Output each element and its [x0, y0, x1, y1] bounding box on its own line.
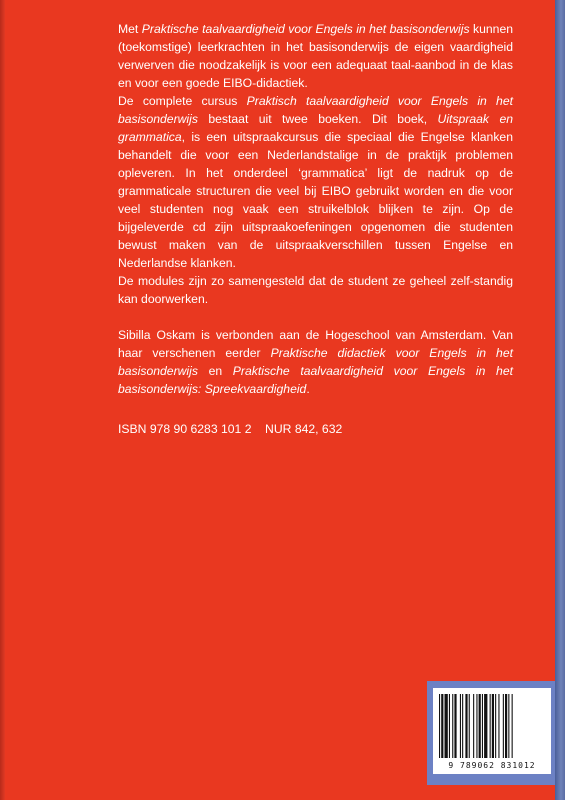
text-run: De modules zijn zo samengesteld dat de student ze geheel zelf-standig kan doorwerken.: [118, 274, 513, 306]
isbn-line: ISBN 978 90 6283 101 2 NUR 842, 632: [118, 422, 343, 436]
italic-title: Praktische didactiek voor Engels in het basisonderwijs: [118, 346, 513, 378]
italic-title: Praktische taalvaardigheid voor Engels in het basisonderwijs: Spreekvaardigheid: [118, 364, 513, 396]
barcode-digits: 9 789062 831012: [448, 761, 536, 770]
barcode-bars-icon: [439, 694, 545, 758]
text-run: De complete cursus: [118, 94, 247, 108]
blurb-text: [118, 20, 513, 438]
text-run: , is een uitspraakcursus die speciaal die Engelse klanken behandelt die voor een Nederlandstalige in de praktijk problemen opleveren. In het onderdeel ‘grammatica’ ligt de nadruk op de grammaticale structuren die veel bij EIBO gebruikt worden en die voor veel studenten nog vaak een struikelblok blijken te zijn. Op de bijgeleverde cd zijn uitspraakoefeningen opgenomen die studenten bewust maken van de uitspraakverschillen tussen Engelse en Nederlandse klanken.: [118, 130, 513, 270]
text-run: kunnen (toekomstige) leerkrachten in het basisonderwijs de eigen vaardigheid verwerven die noodzakelijk is voor een adequaat taal-aanbod in de klas en voor een goede EIBO-didactiek.: [118, 22, 514, 90]
text-run: bestaat uit twee boeken. Dit boek,: [197, 112, 438, 126]
paragraph-intro: [118, 20, 513, 92]
barcode: [433, 688, 551, 774]
text-run: .: [306, 382, 310, 396]
spine-edge: [555, 0, 565, 800]
italic-title: Praktisch taalvaardigheid voor Engels in het basisonderwijs: [118, 94, 513, 126]
text-run: Sibilla Oskam is verbonden aan de Hogeschool van Amsterdam. Van haar verschenen eerder: [118, 328, 513, 360]
italic-title: Uitspraak en grammatica: [118, 112, 513, 144]
italic-title: Praktische taalvaardigheid voor Engels in het basisonderwijs: [141, 22, 470, 36]
text-run: en: [197, 364, 233, 378]
paragraph-author: [118, 326, 513, 398]
paragraph-modules: [118, 272, 513, 308]
barcode-panel: [427, 681, 555, 785]
text-run: Met: [118, 22, 142, 36]
paragraph-course: [118, 92, 513, 272]
